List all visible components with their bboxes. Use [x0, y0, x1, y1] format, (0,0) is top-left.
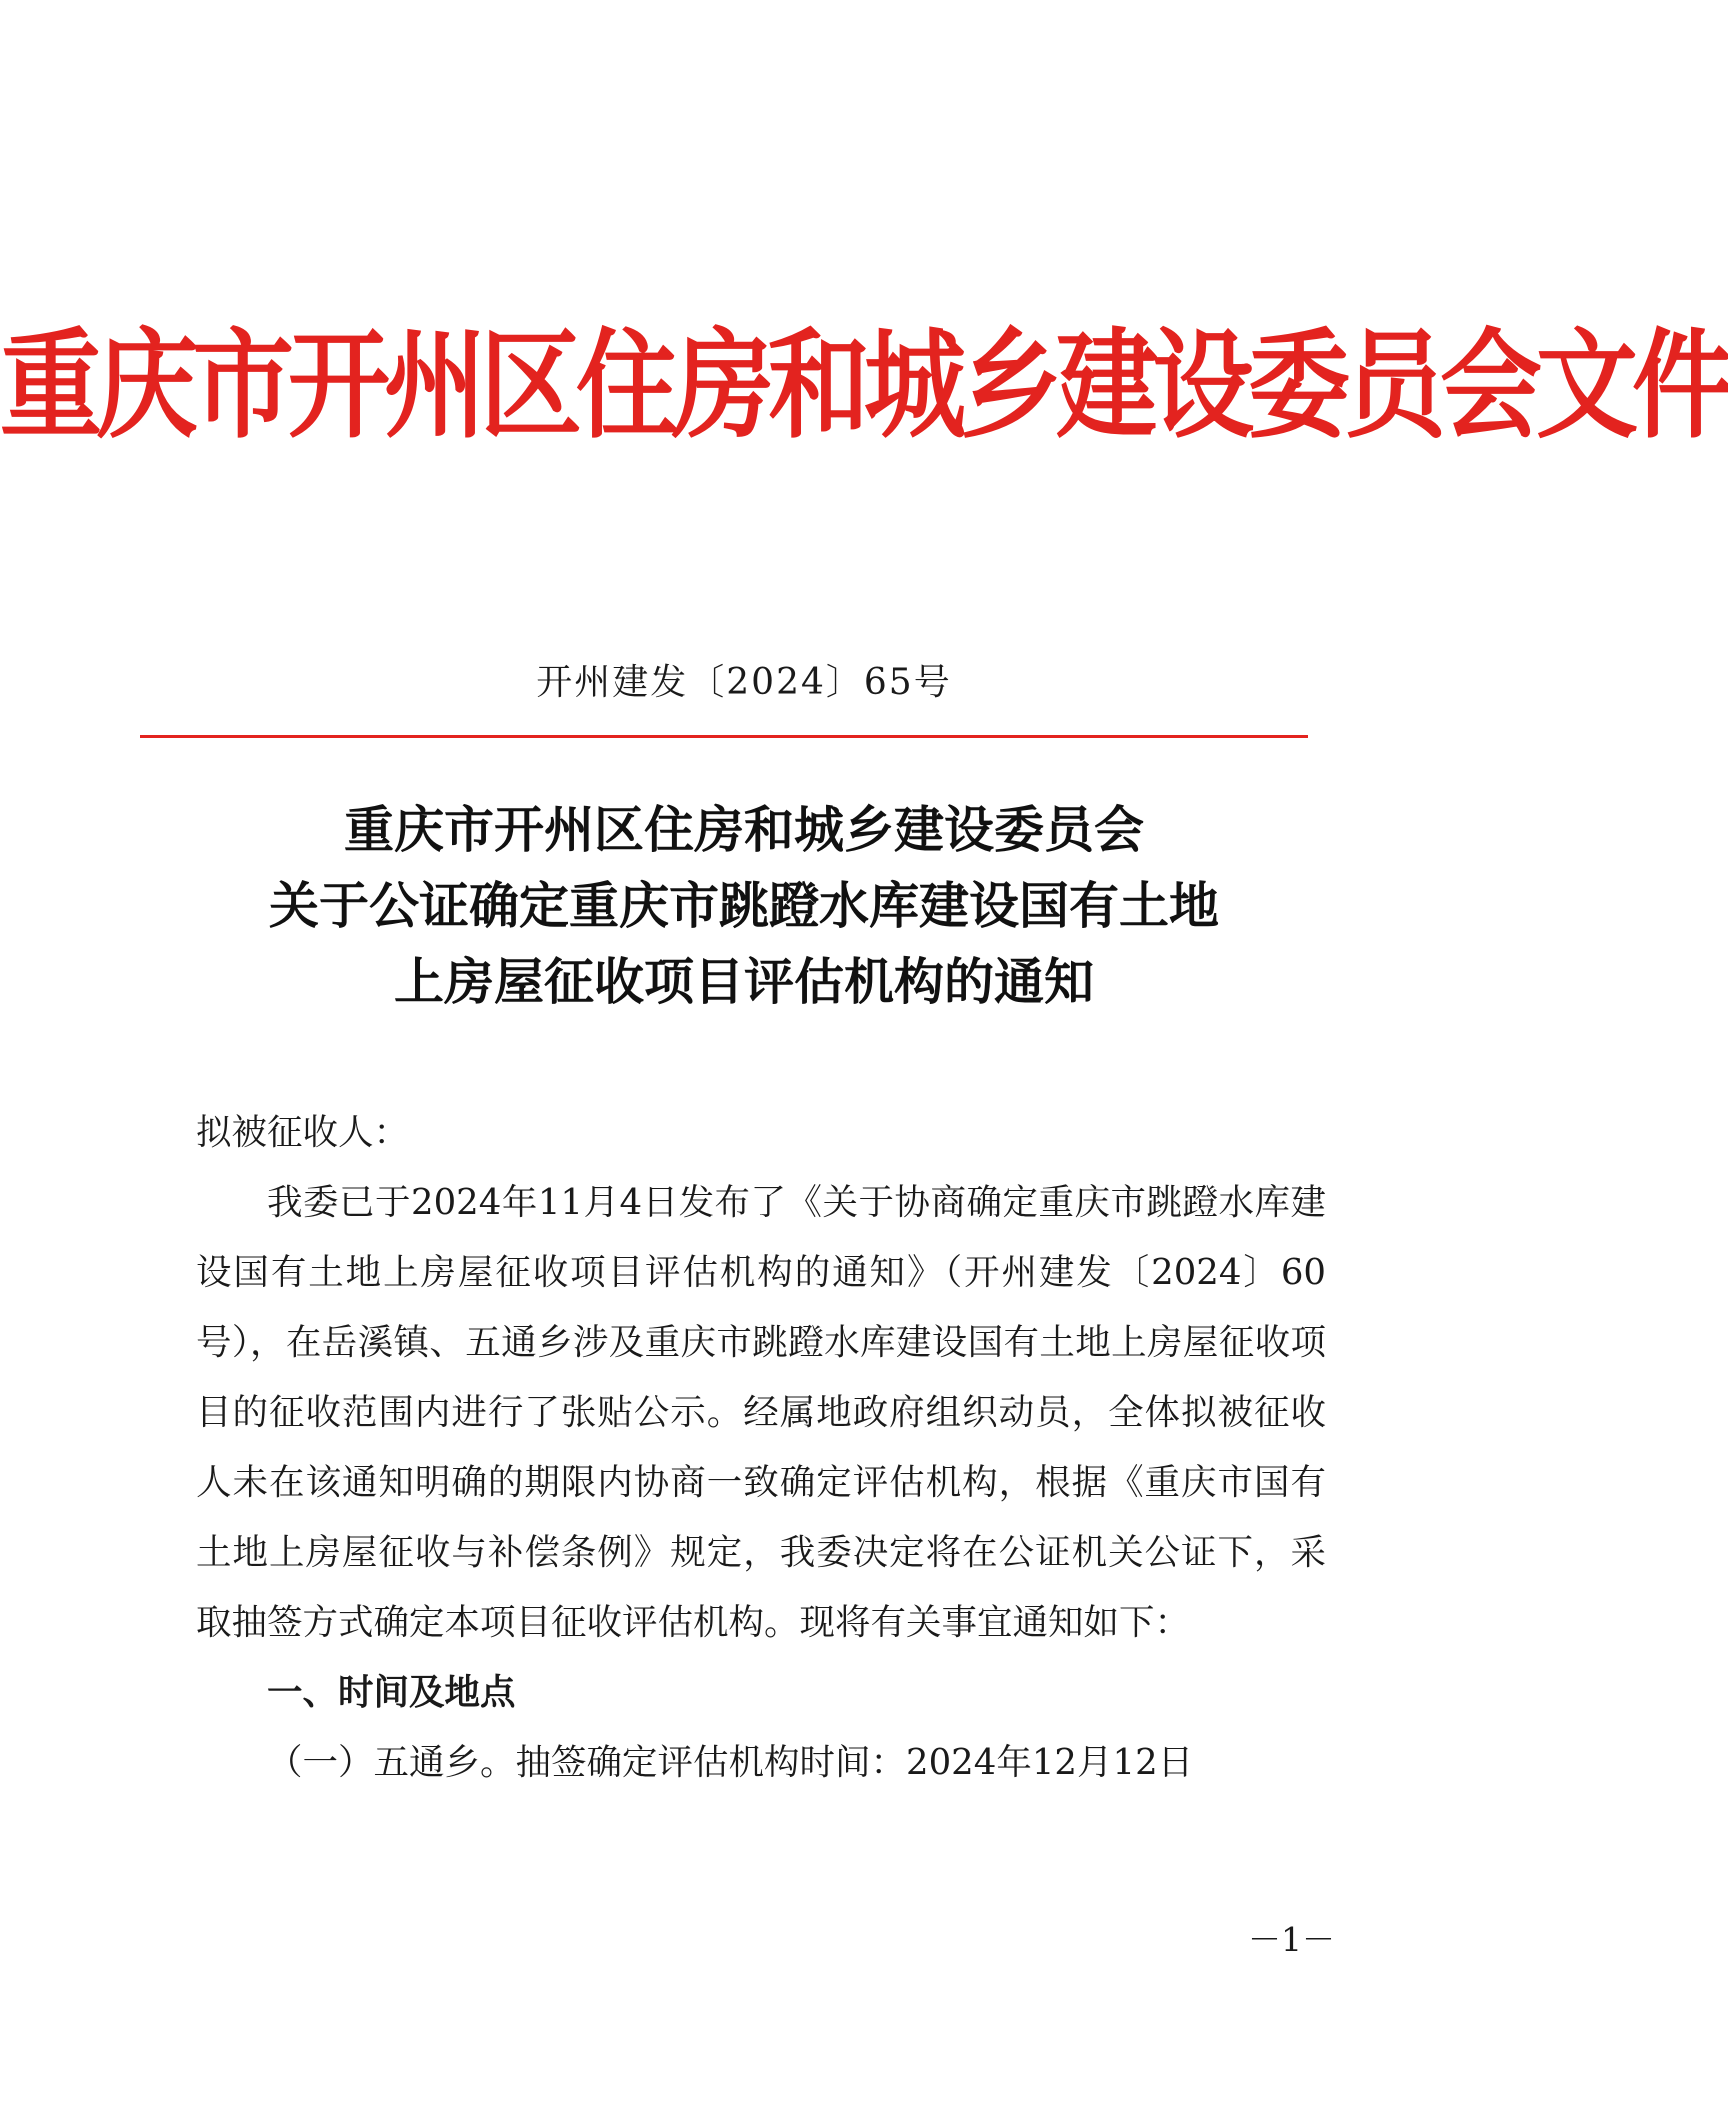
- title-line-2: 关于公证确定重庆市跳蹬水库建设国有土地: [269, 877, 1219, 935]
- title-line-1: 重庆市开州区住房和城乡建设委员会: [344, 801, 1144, 859]
- document-body: [196, 1098, 1326, 1798]
- body-paragraph-1: 我委已于2024年11月4日发布了《关于协商确定重庆市跳蹬水库建设国有土地上房屋征收项目评估机构的通知》（开州建发〔2024〕60号），在岳溪镇、五通乡涉及重庆市跳蹬水库建设国有土地上房屋征收项目的征收范围内进行了张贴公示。经属地政府组织动员，全体拟被征收人未在该通知明确的期限内协商一致确定评估机构，根据《重庆市国有土地上房屋征收与补偿条例》规定，我委决定将在公证机关公证下，采取抽签方式确定本项目征收评估机构。现将有关事宜通知如下：: [196, 1182, 1326, 1643]
- page-number: －1－: [1248, 1920, 1335, 1959]
- red-separator-line: [140, 735, 1308, 738]
- document-masthead: 重庆市开州区住房和城乡建设委员会文件: [0, 317, 1728, 456]
- document-number: 开州建发〔2024〕65号: [536, 662, 952, 703]
- section-heading-1: 一、时间及地点: [267, 1672, 516, 1713]
- title-line-3: 上房屋征收项目评估机构的通知: [394, 953, 1094, 1011]
- salutation: 拟被征收人：: [196, 1112, 410, 1153]
- document-title: [0, 792, 1488, 1020]
- section-1-item-1: （一）五通乡。抽签确定评估机构时间：2024年12月12日: [267, 1742, 1194, 1783]
